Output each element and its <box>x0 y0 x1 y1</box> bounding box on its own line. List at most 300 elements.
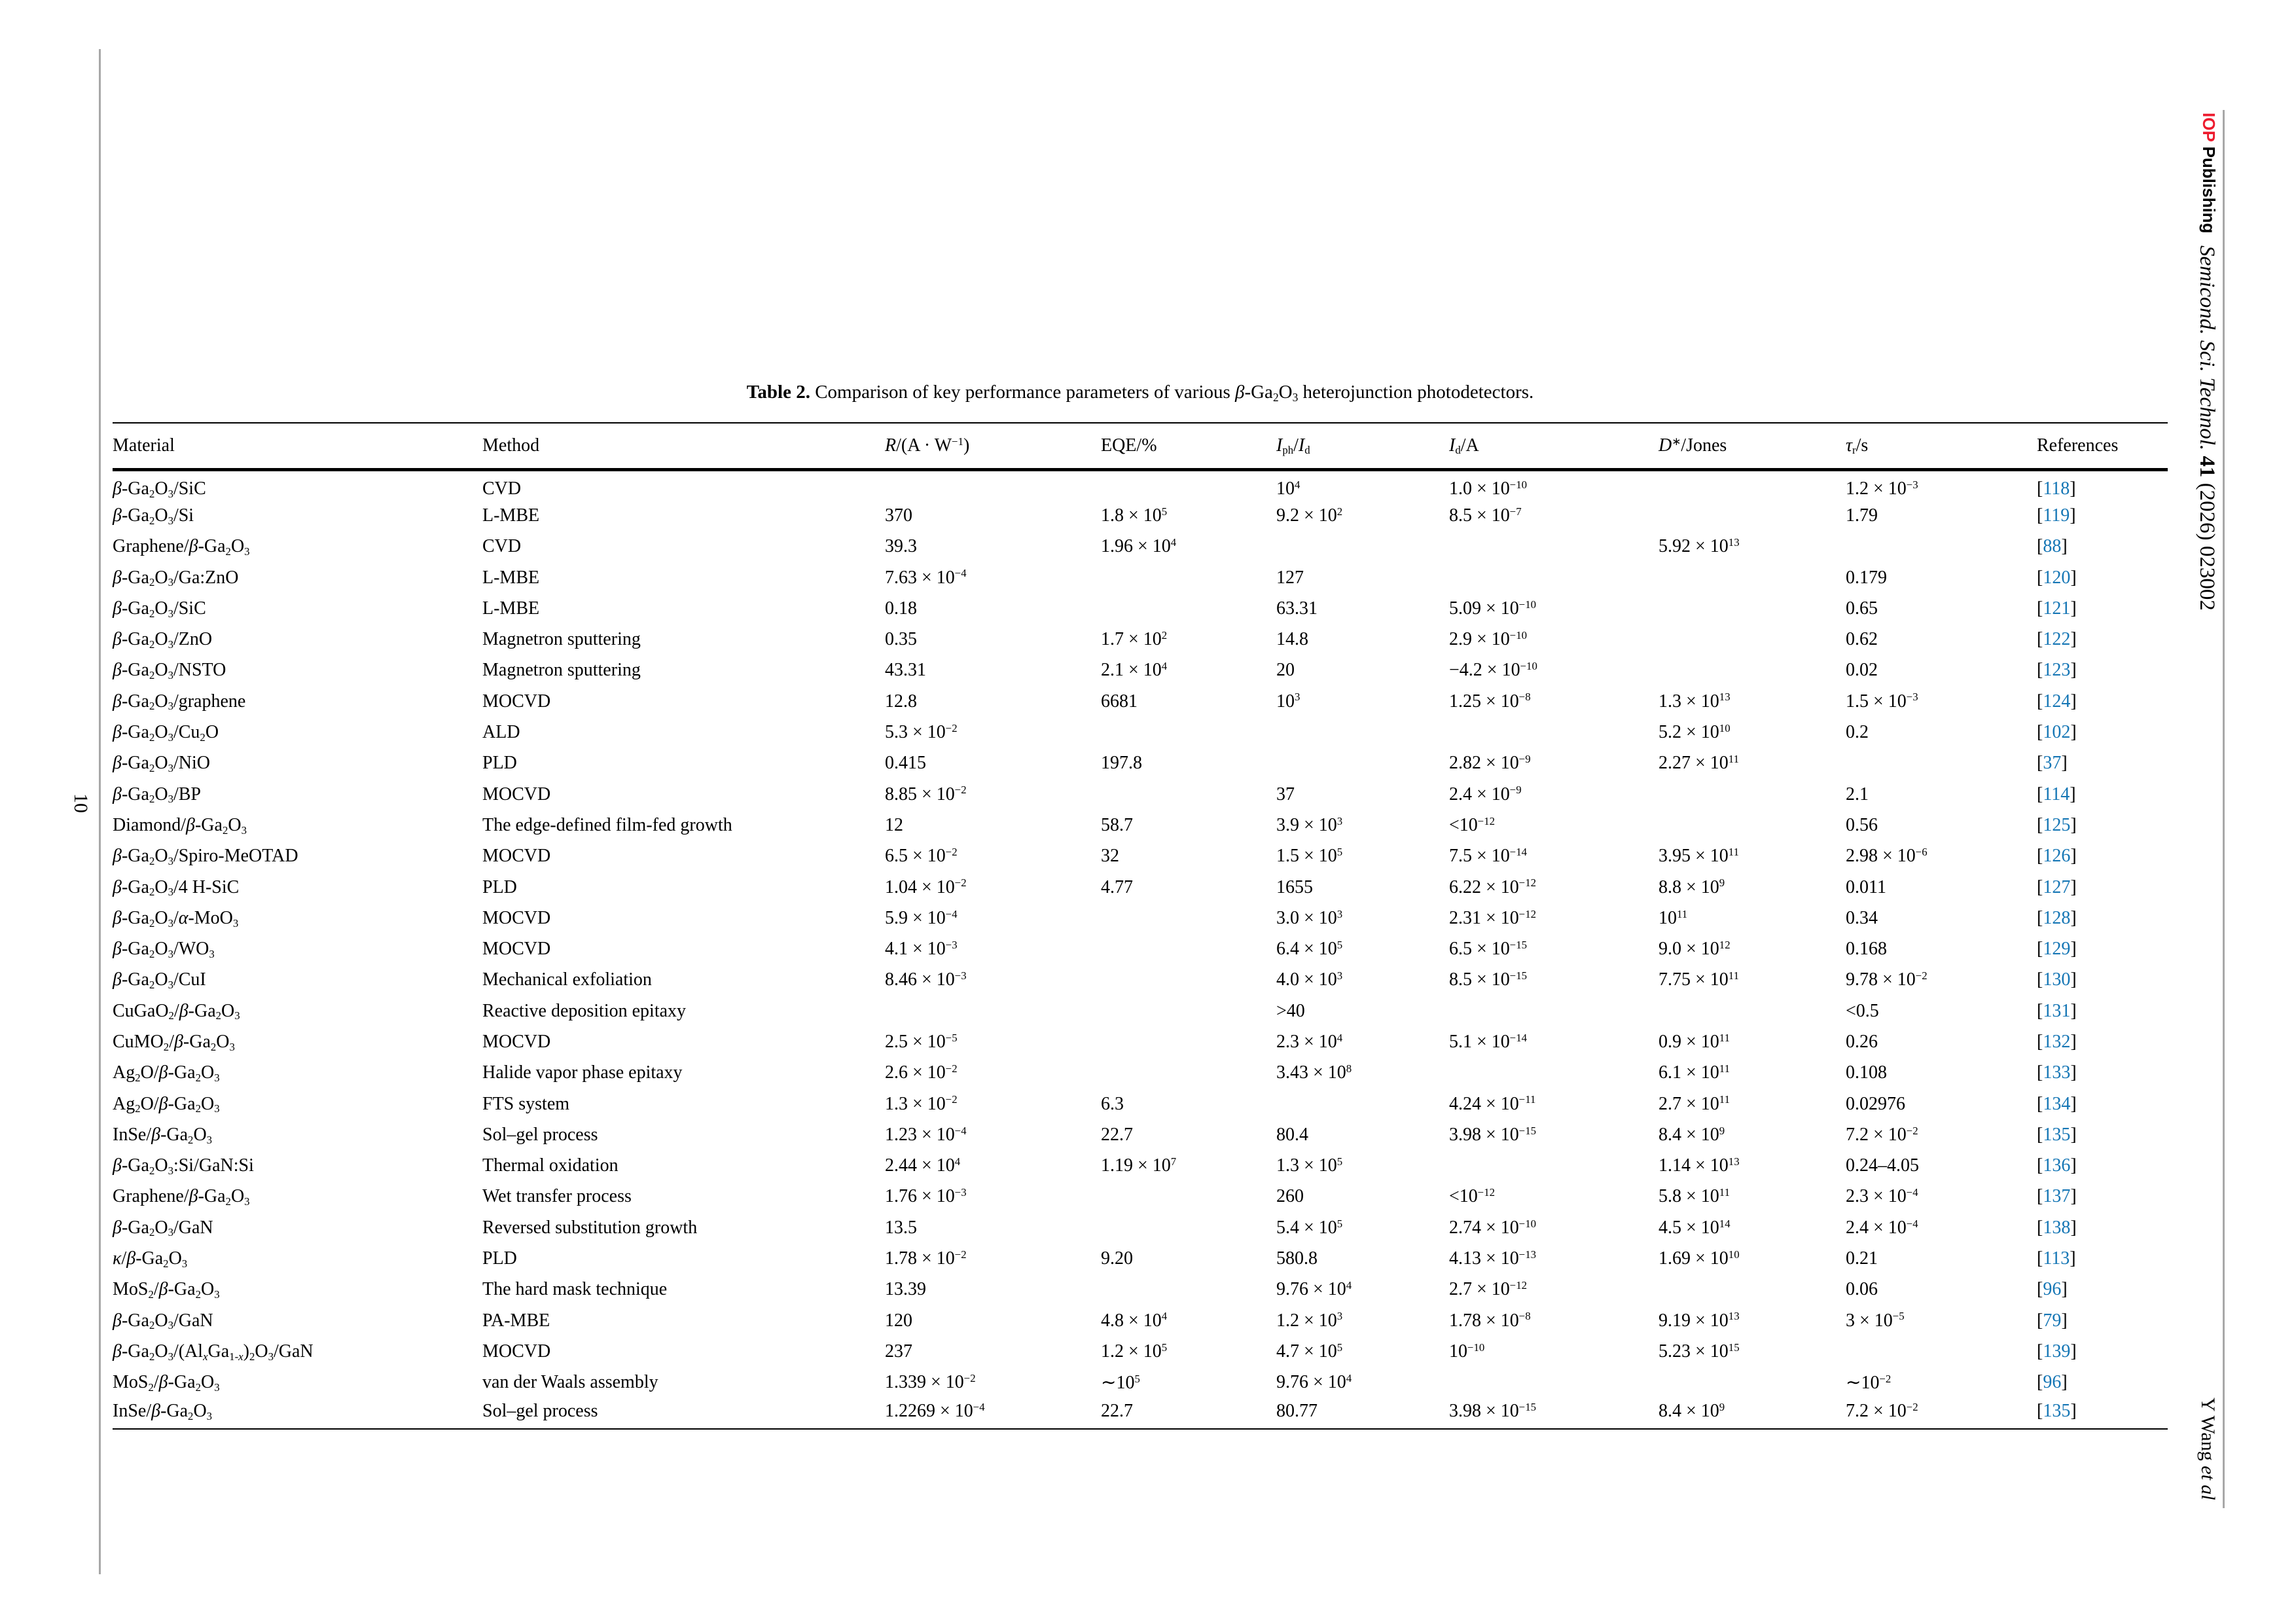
cell-method: CVD <box>482 478 522 499</box>
cell-r: $5.9 \times 10^{-4}$ <box>885 907 958 928</box>
table-row <box>113 469 2168 500</box>
cell-id: $2.9 \times 10^{-10}$ <box>1449 628 1528 650</box>
table-row <box>113 655 2168 686</box>
cell-material: $\beta-Ga_2O_3/Si$ <box>113 505 194 527</box>
cell-d: $5.2 \times 10^{10}$ <box>1659 721 1731 743</box>
table-row <box>113 1026 2168 1057</box>
cell-tau: 0.06 <box>1846 1279 1878 1300</box>
cell-material: $\beta-Ga_2O_3$/ZnO <box>113 629 213 651</box>
cell-method: MOCVD <box>482 1341 551 1362</box>
reference-link[interactable]: 130 <box>2043 969 2071 990</box>
cell-method: Magnetron sputtering <box>482 660 641 681</box>
cell-ref: [113] <box>2037 1248 2076 1269</box>
table-row <box>113 1274 2168 1305</box>
cell-d: $8.8 \times 10^9$ <box>1659 876 1725 897</box>
reference-link[interactable]: 113 <box>2043 1248 2070 1269</box>
cell-d: $0.9 \times 10^{11}$ <box>1659 1031 1730 1052</box>
cell-id <box>1449 996 1659 1026</box>
cell-eqe <box>1101 1026 1276 1057</box>
reference-link[interactable]: 124 <box>2043 691 2071 712</box>
cell-id: $10^{-10}$ <box>1449 1341 1485 1362</box>
cell-ref: [122] <box>2037 629 2077 650</box>
cell-r <box>885 469 1101 500</box>
cell-d <box>1659 655 1846 686</box>
cell-r: $1.78 \times 10^{-2}$ <box>885 1248 967 1269</box>
cell-iphid: $10^3$ <box>1276 691 1300 712</box>
reference-link[interactable]: 125 <box>2043 814 2071 835</box>
cell-method: Halide vapor phase epitaxy <box>482 1062 683 1083</box>
cell-ref: [124] <box>2037 691 2077 712</box>
table-caption <box>113 382 2168 403</box>
reference-link[interactable]: 133 <box>2043 1062 2071 1083</box>
table-row <box>113 1398 2168 1429</box>
table-row <box>113 1336 2168 1367</box>
column-header-material: Material <box>113 423 482 469</box>
cell-tau: 0.56 <box>1846 814 1878 835</box>
cell-eqe: 197.8 <box>1101 753 1142 774</box>
cell-eqe <box>1101 562 1276 593</box>
cell-r: $1.23 \times 10^{-4}$ <box>885 1124 967 1145</box>
cell-method: Sol–gel process <box>482 1124 598 1145</box>
reference-link[interactable]: 79 <box>2043 1310 2062 1331</box>
table-row <box>113 562 2168 593</box>
table-row <box>113 1243 2168 1274</box>
table-row <box>113 1212 2168 1243</box>
cell-method: Reversed substitution growth <box>482 1217 698 1238</box>
cell-tau: 0.02976 <box>1846 1093 1905 1114</box>
cell-material: $\beta-Ga_2O_3$/SiC <box>113 478 206 500</box>
reference-link[interactable]: 131 <box>2043 1000 2071 1021</box>
cell-eqe: 6681 <box>1101 691 1138 712</box>
cell-eqe: $4.8 \times 10^4$ <box>1101 1310 1168 1331</box>
cell-d: $10^{11}$ <box>1659 907 1688 928</box>
cell-ref: [123] <box>2037 660 2077 681</box>
cell-eqe: 6.3 <box>1101 1093 1124 1114</box>
cell-iphid: $5.4 \times 10^5$ <box>1276 1217 1343 1238</box>
cell-iphid: $1.3 \times 10^5$ <box>1276 1155 1343 1176</box>
cell-id: $<10^{-12}$ <box>1449 1186 1496 1207</box>
cell-material: $\beta-Ga_2O_3$/graphene <box>113 691 246 713</box>
cell-iphid: $4.7 \times 10^5$ <box>1276 1341 1343 1362</box>
cell-material: $\beta-Ga_2O_3/Ga:ZnO$ <box>113 567 239 589</box>
cell-id: $1.25 \times 10^{-8}$ <box>1449 691 1531 712</box>
reference-link[interactable]: 132 <box>2043 1031 2071 1052</box>
cell-iphid: $6.4 \times 10^5$ <box>1276 938 1343 960</box>
page-number: 10 <box>70 793 92 813</box>
cell-eqe <box>1101 1212 1276 1243</box>
cell-d: $1.69 \times 10^{10}$ <box>1659 1248 1740 1269</box>
cell-eqe <box>1101 593 1276 624</box>
cell-d: $8.4 \times 10^9$ <box>1659 1124 1725 1145</box>
cell-material: $\beta-Ga_2O_3$/SiC <box>113 598 206 620</box>
cell-iphid: $9.2 \times 10^2$ <box>1276 505 1343 526</box>
cell-eqe <box>1101 933 1276 964</box>
margin-rule-right <box>2223 110 2225 1508</box>
cell-eqe: $1.7 \times 10^2$ <box>1101 628 1168 650</box>
cell-id: $2.7 \times 10^{-12}$ <box>1449 1279 1528 1300</box>
cell-r: $5.3 \times 10^{-2}$ <box>885 721 958 743</box>
reference-link[interactable]: 138 <box>2043 1217 2071 1238</box>
column-header-d: D∗/Jones <box>1659 423 1846 469</box>
cell-ref: [119] <box>2037 505 2076 526</box>
journal-name: Semicond. Sci. Technol. <box>2195 245 2219 451</box>
cell-id: $2.82 \times 10^{-9}$ <box>1449 753 1531 774</box>
cell-id <box>1449 717 1659 748</box>
cell-iphid: 80.77 <box>1276 1398 1449 1429</box>
cell-iphid: $1.5 \times 10^5$ <box>1276 845 1343 867</box>
cell-d: $1.3 \times 10^{13}$ <box>1659 691 1731 712</box>
cell-ref: [79] <box>2037 1310 2068 1331</box>
cell-d <box>1659 624 1846 655</box>
journal-volume: 41 <box>2195 456 2219 478</box>
running-author <box>2197 1398 2219 1500</box>
data-table <box>113 422 2168 1430</box>
cell-r: $1.2269 \times 10^{-4}$ <box>885 1398 1101 1429</box>
cell-tau: $\sim 10^{-2}$ <box>1846 1373 1892 1394</box>
cell-eqe: $2.1 \times 10^4$ <box>1101 660 1168 681</box>
cell-eqe <box>1101 717 1276 748</box>
table-row <box>113 1089 2168 1119</box>
cell-ref: [136] <box>2037 1155 2077 1176</box>
cell-material: $\beta-Ga_2O_3/Spiro$-MeOTAD <box>113 846 298 867</box>
cell-d <box>1659 1367 1846 1398</box>
cell-r: $8.85 \times 10^{-2}$ <box>885 784 967 804</box>
cell-d: $5.23 \times 10^{15}$ <box>1659 1341 1740 1362</box>
cell-eqe <box>1101 779 1276 810</box>
table-caption-text: Comparison of key performance parameters of various $\beta-Ga_2O_3$ heterojunction photodetectors. <box>815 382 1534 404</box>
reference-link[interactable]: 136 <box>2043 1155 2071 1176</box>
cell-r: $1.04 \times 10^{-2}$ <box>885 876 967 897</box>
cell-tau: 0.24–4.05 <box>1846 1155 1919 1176</box>
cell-r: $4.1 \times 10^{-3}$ <box>885 938 958 960</box>
cell-id: $2.31 \times 10^{-12}$ <box>1449 907 1537 928</box>
cell-ref: [131] <box>2037 1000 2077 1021</box>
cell-d <box>1659 593 1846 624</box>
publisher-name: Publishing <box>2199 146 2219 234</box>
reference-link[interactable]: 129 <box>2043 939 2071 960</box>
cell-d: $6.1 \times 10^{11}$ <box>1659 1062 1730 1083</box>
table-row <box>113 779 2168 810</box>
cell-tau: 0.011 <box>1846 876 1886 897</box>
cell-tau: 0.26 <box>1846 1031 1878 1052</box>
cell-iphid: 80.4 <box>1276 1124 1308 1145</box>
cell-r: 0.35 <box>885 629 917 650</box>
cell-method: PLD <box>482 753 517 774</box>
cell-method: CVD <box>482 536 522 557</box>
cell-ref: [126] <box>2037 846 2077 867</box>
cell-tau: 0.168 <box>1846 939 1887 960</box>
cell-tau: 0.62 <box>1846 629 1878 650</box>
table-row <box>113 1305 2168 1336</box>
reference-link[interactable]: 96 <box>2043 1372 2062 1393</box>
cell-d <box>1659 996 1846 1026</box>
table-row <box>113 593 2168 624</box>
cell-d <box>1659 810 1846 840</box>
cell-r: $2.6 \times 10^{-2}$ <box>885 1062 958 1083</box>
cell-material: Graphene/$\beta-Ga_2O_3$ <box>113 536 250 558</box>
cell-id: $7.5 \times 10^{-14}$ <box>1449 845 1528 867</box>
cell-material: $\beta-Ga_2O_3/Cu_2O$ <box>113 722 219 744</box>
cell-method: Sol–gel process <box>482 1398 885 1429</box>
cell-eqe: $1.96 \times 10^4$ <box>1101 536 1177 557</box>
cell-id: $6.5 \times 10^{-15}$ <box>1449 938 1528 960</box>
cell-tau: $7.2 \times 10^{-2}$ <box>1846 1398 2037 1429</box>
cell-eqe: 4.77 <box>1101 876 1133 897</box>
cell-d: $1.14 \times 10^{13}$ <box>1659 1155 1740 1176</box>
cell-method: MOCVD <box>482 939 551 960</box>
cell-id: $2.74 \times 10^{-10}$ <box>1449 1217 1537 1238</box>
cell-r: 120 <box>885 1310 912 1331</box>
cell-tau: $7.2 \times 10^{-2}$ <box>1846 1124 1918 1145</box>
cell-ref: [138] <box>2037 1217 2077 1238</box>
reference-link[interactable]: 121 <box>2043 598 2071 619</box>
cell-method: PLD <box>482 1248 517 1269</box>
cell-tau: $2.3 \times 10^{-4}$ <box>1846 1186 1918 1207</box>
cell-tau <box>1846 532 2037 562</box>
cell-id: $4.13 \times 10^{-13}$ <box>1449 1248 1537 1269</box>
cell-tau: 2.1 <box>1846 784 1869 804</box>
cell-tau: $1.5 \times 10^{-3}$ <box>1846 691 1918 712</box>
table-row <box>113 810 2168 840</box>
cell-eqe: $1.19 \times 10^7$ <box>1101 1155 1177 1176</box>
cell-r: $8.46 \times 10^{-3}$ <box>885 969 967 990</box>
cell-id: $5.09 \times 10^{-10}$ <box>1449 598 1537 619</box>
cell-r: 0.415 <box>885 753 926 774</box>
cell-method: MOCVD <box>482 691 551 712</box>
cell-iphid: $3.9 \times 10^3$ <box>1276 814 1343 835</box>
cell-tau: 0.179 <box>1846 567 1887 588</box>
table-row <box>113 933 2168 964</box>
cell-material: Graphene/$\beta-Ga_2O_3$ <box>113 1186 250 1208</box>
cell-material: $\kappa/\beta-Ga_2O_3$ <box>113 1248 188 1270</box>
table-row <box>113 624 2168 655</box>
cell-r: 12.8 <box>885 691 917 712</box>
cell-iphid: 1655 <box>1276 876 1313 897</box>
reference-link[interactable]: 118 <box>2043 478 2070 499</box>
reference-link[interactable]: 119 <box>2043 505 2070 526</box>
cell-method: van der Waals assembly <box>482 1372 658 1393</box>
cell-tau: 0.34 <box>1846 907 1878 928</box>
reference-link[interactable]: 135 <box>2043 1401 2071 1422</box>
cell-ref: [133] <box>2037 1062 2077 1083</box>
reference-link[interactable]: 137 <box>2043 1186 2071 1207</box>
cell-material: $\beta-Ga_2O_3/WO_3$ <box>113 939 215 960</box>
cell-iphid: $9.76 \times 10^4$ <box>1276 1372 1352 1393</box>
cell-d: $5.8 \times 10^{11}$ <box>1659 1186 1730 1207</box>
cell-id: $3.98 \times 10^{-15}$ <box>1449 1398 1659 1429</box>
cell-id: $-4.2 \times 10^{-10}$ <box>1449 660 1537 681</box>
column-header-ref: References <box>2037 423 2168 469</box>
cell-id: $3.98 \times 10^{-15}$ <box>1449 1124 1537 1145</box>
cell-material: $CuMO_2/\beta-Ga_2O_3$ <box>113 1031 235 1053</box>
cell-iphid: $2.3 \times 10^4$ <box>1276 1031 1343 1052</box>
table-row <box>113 686 2168 717</box>
cell-tau: 0.02 <box>1846 660 1878 681</box>
cell-ref: [37] <box>2037 753 2068 774</box>
cell-d: $2.7 \times 10^{11}$ <box>1659 1093 1730 1114</box>
cell-material: $\beta-Ga_2O_3$/NSTO <box>113 660 226 682</box>
cell-id <box>1449 1151 1659 1182</box>
reference-link[interactable]: 139 <box>2043 1341 2071 1362</box>
table-row <box>113 965 2168 996</box>
reference-link[interactable]: 122 <box>2043 629 2071 650</box>
cell-eqe: $1.2 \times 10^5$ <box>1101 1341 1168 1362</box>
cell-material: $Ag_2O/\beta-Ga_2O_3$ <box>113 1062 220 1084</box>
cell-method: The hard mask technique <box>482 1279 668 1300</box>
cell-ref: [96] <box>2037 1279 2068 1300</box>
cell-material: $MoS_2/\beta-Ga_2O_3$ <box>113 1372 220 1394</box>
cell-eqe <box>1101 1058 1276 1089</box>
cell-d: $9.19 \times 10^{13}$ <box>1659 1310 1740 1331</box>
reference-link[interactable]: 123 <box>2043 660 2071 681</box>
table-row <box>113 1151 2168 1182</box>
cell-iphid <box>1276 1089 1449 1119</box>
cell-tau: $9.78 \times 10^{-2}$ <box>1846 969 1928 990</box>
cell-id: $4.24 \times 10^{-11}$ <box>1449 1093 1536 1114</box>
cell-method: MOCVD <box>482 846 551 867</box>
reference-link[interactable]: 102 <box>2043 722 2071 743</box>
reference-link[interactable]: 37 <box>2043 753 2062 774</box>
cell-method: Mechanical exfoliation <box>482 969 652 990</box>
cell-ref: [102] <box>2037 722 2077 743</box>
cell-iphid: 63.31 <box>1276 598 1318 619</box>
cell-method: L-MBE <box>482 505 540 526</box>
cell-ref: [88] <box>2037 536 2068 557</box>
cell-r: 370 <box>885 505 912 526</box>
cell-iphid: 37 <box>1276 784 1295 804</box>
table-row <box>113 532 2168 562</box>
cell-d: $5.92 \times 10^{13}$ <box>1659 536 1740 557</box>
cell-ref: [114] <box>2037 784 2076 804</box>
cell-iphid: 580.8 <box>1276 1248 1318 1269</box>
reference-link[interactable]: 120 <box>2043 567 2071 588</box>
cell-id: $1.0 \times 10^{-10}$ <box>1449 478 1528 499</box>
cell-id <box>1449 1058 1659 1089</box>
cell-method: MOCVD <box>482 1031 551 1052</box>
reference-link[interactable]: 96 <box>2043 1279 2062 1300</box>
table-row <box>113 1367 2168 1398</box>
table-body <box>113 469 2168 1429</box>
author-name: Y Wang <box>2197 1398 2219 1466</box>
cell-tau <box>1846 1336 2037 1367</box>
cell-material: InSe/$\beta-Ga_2O_3$ <box>113 1398 482 1429</box>
cell-r: $1.76 \times 10^{-3}$ <box>885 1186 967 1207</box>
reference-link[interactable]: 134 <box>2043 1093 2071 1114</box>
cell-iphid: $3.0 \times 10^3$ <box>1276 907 1343 928</box>
cell-r: 237 <box>885 1341 912 1362</box>
cell-ref: [137] <box>2037 1186 2077 1207</box>
cell-method: FTS system <box>482 1093 570 1114</box>
cell-material: $\beta-Ga_2O_3$/GaN <box>113 1217 213 1239</box>
cell-eqe: $1.8 \times 10^5$ <box>1101 505 1168 526</box>
table-row <box>113 1182 2168 1212</box>
reference-link[interactable]: 126 <box>2043 846 2071 867</box>
cell-tau: 0.21 <box>1846 1248 1878 1269</box>
cell-iphid: $4.0 \times 10^3$ <box>1276 969 1343 990</box>
cell-d <box>1659 500 1846 531</box>
cell-eqe <box>1101 996 1276 1026</box>
reference-link[interactable]: 114 <box>2043 784 2070 804</box>
cell-iphid: 127 <box>1276 567 1304 588</box>
table-row <box>113 996 2168 1026</box>
cell-ref: [121] <box>2037 598 2077 619</box>
cell-r: $2.44 \times 10^4$ <box>885 1155 961 1176</box>
cell-id <box>1449 1367 1659 1398</box>
cell-d <box>1659 1274 1846 1305</box>
cell-tau: $1.2 \times 10^{-3}$ <box>1846 478 1918 499</box>
performance-table-wrapper <box>113 422 2168 1430</box>
cell-iphid: >40 <box>1276 1000 1305 1021</box>
cell-material: $\beta-Ga_2O_3/\alpha-MoO_3$ <box>113 907 239 929</box>
cell-r: $6.5 \times 10^{-2}$ <box>885 845 958 867</box>
cell-ref: [96] <box>2037 1372 2068 1393</box>
publisher-logo <box>2198 113 2219 233</box>
reference-link[interactable]: 135 <box>2043 1124 2071 1145</box>
column-header-method: Method <box>482 423 885 469</box>
cell-eqe: $\sim 10^5$ <box>1101 1373 1140 1394</box>
cell-id <box>1449 562 1659 593</box>
cell-material: $\beta-Ga_2O_3$/NiO <box>113 753 210 775</box>
cell-ref: [118] <box>2037 478 2076 499</box>
cell-method: Magnetron sputtering <box>482 629 641 650</box>
cell-eqe <box>1101 469 1276 500</box>
cell-d: $7.75 \times 10^{11}$ <box>1659 969 1739 990</box>
cell-tau: 0.108 <box>1846 1062 1887 1083</box>
cell-method: ALD <box>482 722 520 743</box>
reference-link[interactable]: 127 <box>2043 876 2071 897</box>
cell-tau <box>1846 748 2037 779</box>
cell-tau: <0.5 <box>1846 1000 1879 1021</box>
cell-iphid: $9.76 \times 10^4$ <box>1276 1279 1352 1300</box>
cell-ref: [129] <box>2037 939 2077 960</box>
cell-d: $2.27 \times 10^{11}$ <box>1659 753 1739 774</box>
cell-r: $1.3 \times 10^{-2}$ <box>885 1093 958 1114</box>
cell-iphid <box>1276 748 1449 779</box>
cell-material: $\beta-Ga_2O_3:Si/GaN:Si$ <box>113 1155 254 1177</box>
cell-iphid: 14.8 <box>1276 629 1308 650</box>
cell-material: $Ag_2O/\beta-Ga_2O_3$ <box>113 1093 220 1115</box>
cell-d: $9.0 \times 10^{12}$ <box>1659 938 1731 960</box>
cell-id: $8.5 \times 10^{-15}$ <box>1449 969 1528 990</box>
author-etal: et al <box>2197 1466 2219 1500</box>
table-row <box>113 500 2168 531</box>
reference-link[interactable]: 88 <box>2043 536 2062 557</box>
cell-r: 13.5 <box>885 1217 917 1238</box>
cell-material: $\beta-Ga_2O_3/(Al_xGa_{1-x})_2O_3$/GaN <box>113 1341 314 1363</box>
cell-ref: [135] <box>2037 1398 2168 1429</box>
table-row <box>113 841 2168 872</box>
cell-iphid: 260 <box>1276 1186 1304 1207</box>
table-row <box>113 1058 2168 1089</box>
cell-material: $CuGaO_2/\beta-Ga_2O_3$ <box>113 1000 240 1022</box>
cell-iphid <box>1276 532 1449 562</box>
cell-iphid: $3.43 \times 10^8$ <box>1276 1062 1352 1083</box>
reference-link[interactable]: 128 <box>2043 907 2071 928</box>
cell-iphid: $1.2 \times 10^3$ <box>1276 1310 1343 1331</box>
iop-brand-text: IOP <box>2199 113 2219 142</box>
cell-r: 39.3 <box>885 536 917 557</box>
margin-rule-left <box>99 49 101 1574</box>
cell-material: $MoS_2/\beta-Ga_2O_3$ <box>113 1279 220 1301</box>
cell-eqe <box>1101 965 1276 996</box>
cell-d <box>1659 779 1846 810</box>
column-header-eqe: EQE/% <box>1101 423 1276 469</box>
cell-material: InSe/$\beta-Ga_2O_3$ <box>113 1124 213 1146</box>
column-header-r: $R/(A \cdot W^{-1})$ <box>885 423 1101 469</box>
cell-material: $\beta-Ga_2O_3/4$ H-SiC <box>113 876 240 899</box>
cell-ref: [128] <box>2037 907 2077 928</box>
cell-eqe: 32 <box>1101 846 1119 867</box>
